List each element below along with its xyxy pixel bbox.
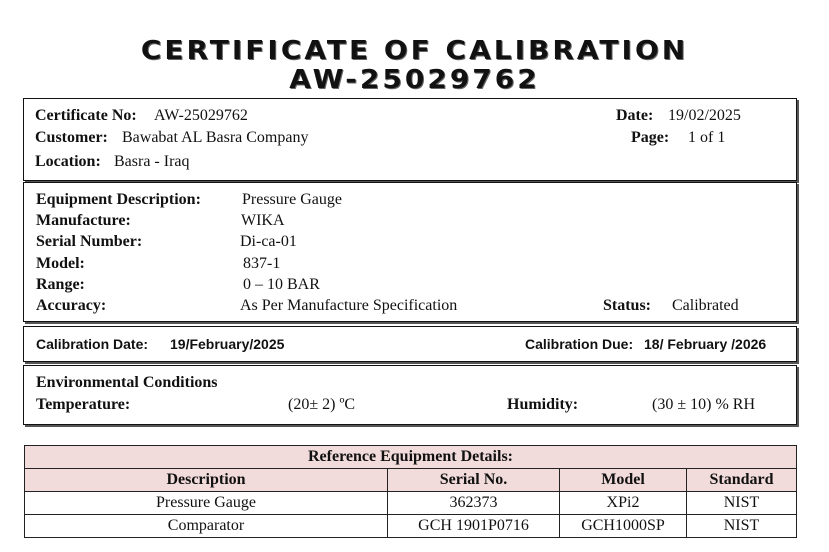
equipment-box [23,182,797,322]
equipment-description-value: Pressure Gauge [242,191,342,208]
cell-description: Pressure Gauge [25,492,388,515]
accuracy-label: Accuracy: [36,297,107,314]
serial-number-label: Serial Number: [36,233,143,250]
reference-heading: Reference Equipment Details: [25,446,797,469]
cell-serial: GCH 1901P0716 [388,515,560,538]
certificate-title: CERTIFICATE OF CALIBRATION [140,35,689,66]
cell-standard: NIST [687,492,797,515]
cell-description: Comparator [25,515,388,538]
table-title-row [25,446,797,469]
customer-label: Customer: [35,129,108,146]
cell-standard: NIST [687,515,797,538]
model-value: 837-1 [243,255,281,272]
serial-number-value: Di-ca-01 [240,233,297,250]
calibration-due-value: 18/ February /2026 [644,336,767,352]
table-row [25,492,797,515]
page-value: 1 of 1 [688,129,726,146]
customer-value: Bawabat AL Basra Company [122,129,309,146]
cell-model: GCH1000SP [560,515,687,538]
location-label: Location: [35,153,101,170]
column-header-description: Description [25,469,388,492]
reference-equipment-table [24,445,797,538]
table-row [25,515,797,538]
calibration-dates-box [23,326,797,362]
date-label: Date: [616,107,654,124]
calibration-date-label: Calibration Date: [36,336,149,352]
calibration-due-label: Calibration Due: [525,336,634,352]
date-value: 19/02/2025 [668,107,741,124]
page-label: Page: [631,129,670,146]
equipment-description-label: Equipment Description: [36,191,201,208]
location-value: Basra - Iraq [114,153,190,170]
certificate-value: AW-25029762 [154,107,248,124]
certificate-number-title: AW-25029762 [289,64,540,95]
environment-heading: Environmental Conditions [36,374,218,391]
column-header-standard: Standard [687,469,797,492]
column-header-model: Model [560,469,687,492]
temperature-value: (20± 2) ºC [288,396,356,413]
status-label: Status: [603,297,652,314]
humidity-label: Humidity: [507,396,579,413]
accuracy-value: As Per Manufacture Specification [240,297,458,314]
environment-box [23,365,797,425]
humidity-value: (30 ± 10) % RH [652,396,755,413]
certificate-header-box [23,98,797,181]
table-header-row [25,469,797,492]
range-label: Range: [36,276,85,293]
column-header-serial: Serial No. [388,469,560,492]
status-value: Calibrated [672,297,739,314]
calibration-date-value: 19/February/2025 [170,336,285,352]
range-value: 0 – 10 BAR [243,276,320,293]
manufacture-value: WIKA [241,212,285,229]
certificate-label: Certificate No: [35,107,137,124]
cell-serial: 362373 [388,492,560,515]
model-label: Model: [36,255,85,272]
cell-model: XPi2 [560,492,687,515]
manufacture-label: Manufacture: [36,212,131,229]
temperature-label: Temperature: [36,396,131,413]
